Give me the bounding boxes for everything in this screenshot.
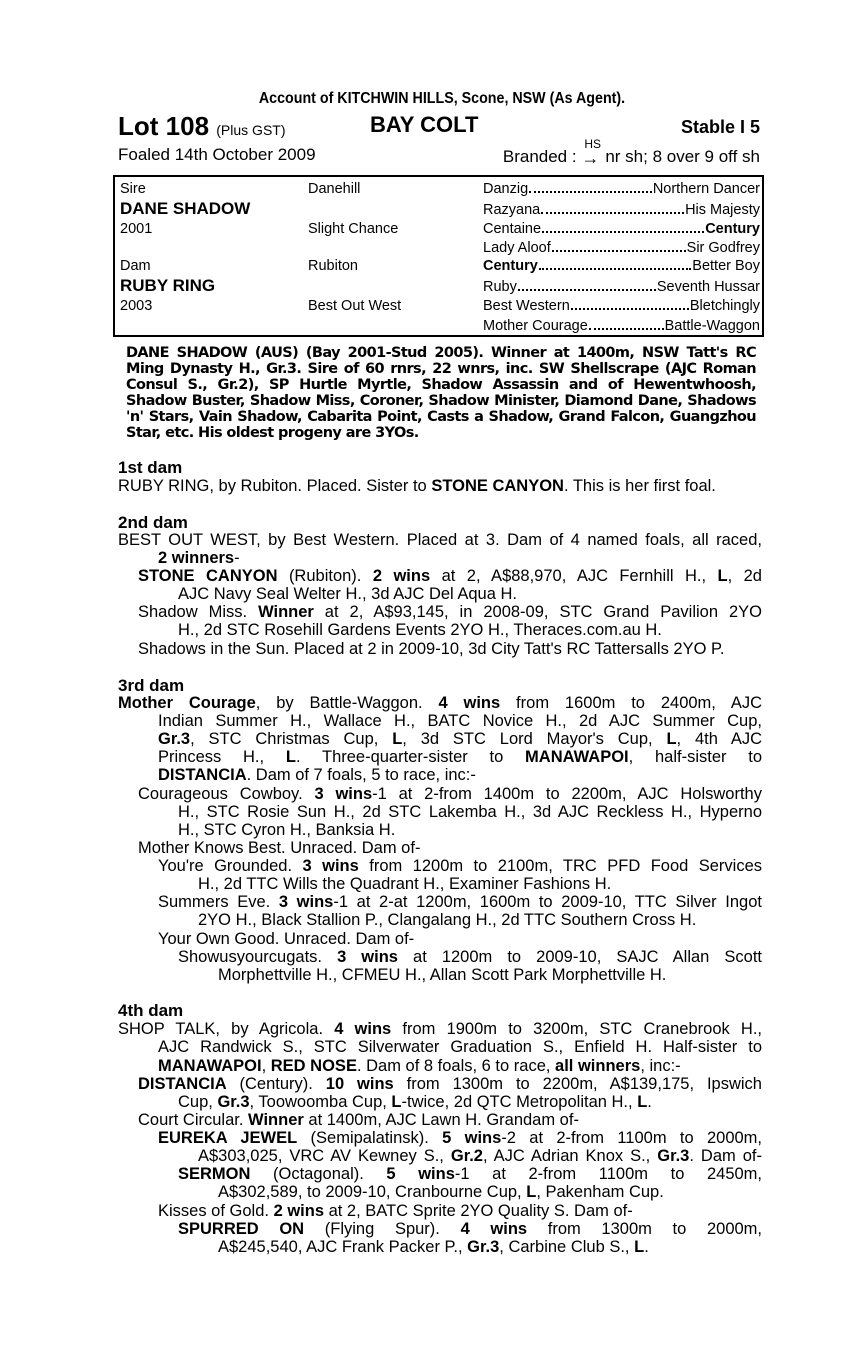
lot-number: [118, 111, 286, 142]
progeny-line: You're Grounded. 3 wins from 1200m to 2100m, TRC PFD Food Services: [158, 857, 763, 875]
progeny-line: H., STC Cyron H., Banksia H.: [178, 821, 396, 839]
progeny-line: Court Circular. Winner at 1400m, AJC Lawn H. Grandam of-: [138, 1111, 579, 1129]
progeny-line: A$303,025, VRC AV Kewney S., Gr.2, AJC Adrian Knox S., Gr.3. Dam of-: [198, 1147, 762, 1165]
progeny-line: H., STC Rosie Sun H., 2d STC Lakemba H., 3d AJC Reckless H., Hyperno: [178, 803, 762, 821]
ancestor-row: Best Western Bletchingly: [483, 298, 760, 314]
progeny-line: 2YO H., Black Stallion P., Clangalang H., 2d TTC Southern Cross H.: [198, 911, 697, 929]
ancestor-row: Danzig Northern Dancer: [483, 181, 760, 197]
progeny-line: Kisses of Gold. 2 wins at 2, BATC Sprite 2YO Quality S. Dam of-: [158, 1202, 633, 1220]
account-line: Account of KITCHWIN HILLS, Scone, NSW (As Agent).: [258, 90, 626, 107]
pedigree-table: [113, 175, 764, 337]
lot-label: Lot 108: [118, 111, 210, 141]
brand-mark-icon: HS →: [581, 137, 601, 168]
fourth-dam-line: SHOP TALK, by Agricola. 4 wins from 1900m to 3200m, STC Cranebrook H.,: [118, 1020, 762, 1038]
third-dam-line: DISTANCIA. Dam of 7 foals, 5 to race, inc:-: [158, 766, 476, 784]
brand-info: [502, 137, 760, 168]
dam-year: 2003: [120, 298, 153, 314]
horse-title: BAY COLT: [370, 112, 479, 137]
first-dam-text: RUBY RING, by Rubiton. Placed. Sister to STONE CANYON. This is her first foal.: [118, 477, 716, 495]
sire-description: DANE SHADOW (AUS) (Bay 2001-Stud 2005). Winner at 1400m, NSW Tatt's RC Ming Dynasty H., Gr.3. Sire of 60 rnrs, 22 wnrs, inc. SW Shellscrape (AJC Roman Consul S., Gr.2), SP Hurtle Myrtle, Shadow Assassin and of Hewentwhoosh, Shadow Buster, Shadow Miss, Coroner, Shadow Minister, Diamond Dane, Shadows 'n' Stars, Vain Shadow, Cabarita Point, Casts a Shadow, Grand Falcon, Guangzhou Star, etc. His oldest progeny are 3YOs.: [126, 345, 756, 441]
ancestor-row: Lady Aloof Sir Godfrey: [483, 240, 760, 256]
fourth-dam-line: MANAWAPOI, RED NOSE. Dam of 8 foals, 6 to race, all winners, inc:-: [158, 1057, 681, 1075]
progeny-line: Morphettville H., CFMEU H., Allan Scott Park Morphettville H.: [218, 966, 667, 984]
ancestor-row: Mother Courage Battle-Waggon: [483, 318, 760, 334]
progeny-line: SERMON (Octagonal). 5 wins-1 at 2-from 1100m to 2450m,: [178, 1165, 762, 1183]
progeny-line: Cup, Gr.3, Toowoomba Cup, L-twice, 2d QTC Metropolitan H., L.: [178, 1093, 652, 1111]
progeny-line: Summers Eve. 3 wins-1 at 2-at 1200m, 1600m to 2009-10, TTC Silver Ingot: [158, 893, 762, 911]
ancestor-row: Centaine Century: [483, 221, 760, 237]
sire-label: Sire: [120, 181, 146, 197]
progeny-line: H., 2d TTC Wills the Quadrant H., Examiner Fashions H.: [198, 875, 612, 893]
third-dam-line: Mother Courage, by Battle-Waggon. 4 wins from 1600m to 2400m, AJC: [118, 694, 762, 712]
third-dam-line: Indian Summer H., Wallace H., BATC Novice H., 2d AJC Summer Cup,: [158, 712, 762, 730]
progeny-line: DISTANCIA (Century). 10 wins from 1300m to 2200m, A$139,175, Ipswich: [138, 1075, 762, 1093]
ancestor-row: Century Better Boy: [483, 258, 760, 274]
progeny-line: Courageous Cowboy. 3 wins-1 at 2-from 1400m to 2200m, AJC Holsworthy: [138, 785, 762, 803]
third-dam-line: Princess H., L. Three-quarter-sister to MANAWAPOI, half-sister to: [158, 748, 762, 766]
progeny-line: A$245,540, AJC Frank Packer P., Gr.3, Carbine Club S., L.: [218, 1238, 649, 1256]
progeny-line: STONE CANYON (Rubiton). 2 wins at 2, A$88,970, AJC Fernhill H., L, 2d: [138, 567, 762, 585]
third-dam-heading: 3rd dam: [118, 676, 185, 695]
ancestor-row: Ruby Seventh Hussar: [483, 279, 760, 295]
dam-name: RUBY RING: [120, 276, 216, 295]
branded-suffix: nr sh; 8 over 9 off sh: [605, 147, 760, 166]
second-dam-line: BEST OUT WEST, by Best Western. Placed at 3. Dam of 4 named foals, all raced,: [118, 531, 762, 549]
first-dam-heading: 1st dam: [118, 458, 183, 477]
progeny-line: AJC Navy Seal Welter H., 3d AJC Del Aqua H.: [178, 585, 517, 603]
dam-sire: Rubiton: [308, 258, 358, 274]
ancestor-row: Razyana His Majesty: [483, 202, 760, 218]
progeny-line: Mother Knows Best. Unraced. Dam of-: [138, 839, 421, 857]
sire-name: DANE SHADOW: [120, 199, 251, 218]
dam-label: Dam: [120, 258, 151, 274]
sire-year: 2001: [120, 221, 153, 237]
second-dam-line: 2 winners-: [158, 549, 240, 567]
third-dam-line: Gr.3, STC Christmas Cup, L, 3d STC Lord Mayor's Cup, L, 4th AJC: [158, 730, 763, 748]
progeny-line: EUREKA JEWEL (Semipalatinsk). 5 wins-2 at 2-from 1100m to 2000m,: [158, 1129, 762, 1147]
sire-dam: Slight Chance: [308, 221, 399, 237]
progeny-line: H., 2d STC Rosehill Gardens Events 2YO H., Theraces.com.au H.: [178, 621, 662, 639]
branded-prefix: Branded :: [502, 147, 577, 166]
fourth-dam-heading: 4th dam: [118, 1001, 184, 1020]
dam-dam: Best Out West: [308, 298, 402, 314]
progeny-line: Showusyourcugats. 3 wins at 1200m to 2009-10, SAJC Allan Scott: [178, 948, 762, 966]
progeny-line: SPURRED ON (Flying Spur). 4 wins from 1300m to 2000m,: [178, 1220, 763, 1238]
progeny-line: Your Own Good. Unraced. Dam of-: [158, 930, 415, 948]
sire-sire: Danehill: [308, 181, 361, 197]
stable-number: Stable I 5: [680, 117, 760, 137]
progeny-line: Shadows in the Sun. Placed at 2 in 2009-10, 3d City Tatt's RC Tattersalls 2YO P.: [138, 640, 725, 658]
fourth-dam-line: AJC Randwick S., STC Silverwater Graduation S., Enfield H. Half-sister to: [158, 1038, 762, 1056]
second-dam-heading: 2nd dam: [118, 513, 188, 532]
progeny-line: Shadow Miss. Winner at 2, A$93,145, in 2008-09, STC Grand Pavilion 2YO: [138, 603, 762, 621]
progeny-line: A$302,589, to 2009-10, Cranbourne Cup, L, Pakenham Cup.: [218, 1183, 664, 1201]
gst-note: (Plus GST): [216, 122, 286, 138]
foaled-date: Foaled 14th October 2009: [118, 145, 316, 164]
